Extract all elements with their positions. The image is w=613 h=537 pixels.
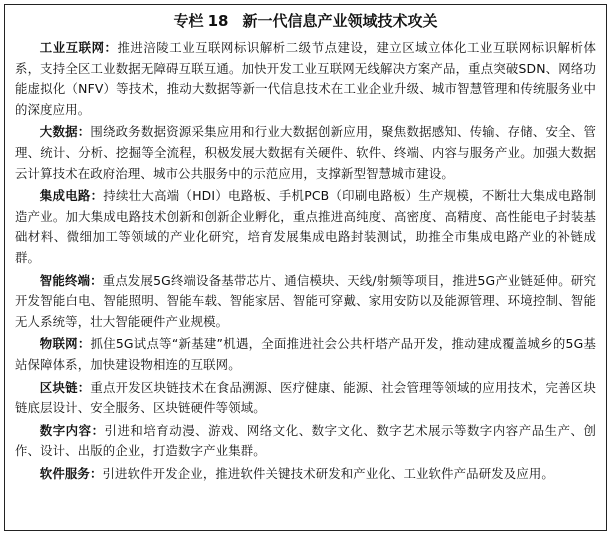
section-text: 持续壮大高端（HDI）电路板、手机PCB（印刷电路板）生产规模，不断壮大集成电路制造产业。加大集成电路技术创新和创新企业孵化，重点推进高纯度、高密度、高精度、高性能电子封装基础材料、微细加工等领域的产业化研究，培育发展集成电路封装测试，助推全市集成电路产业的补链成群。 <box>15 188 596 265</box>
section-term: 集成电路： <box>39 188 104 204</box>
section-term: 工业互联网： <box>39 40 118 55</box>
section-term: 物联网： <box>39 336 91 352</box>
section-industrial-internet <box>15 38 596 120</box>
section-blockchain <box>15 378 596 419</box>
column-box <box>4 4 607 531</box>
column-title-prefix: 专栏 <box>173 12 204 30</box>
section-big-data <box>15 122 596 184</box>
column-title-number: 18 <box>207 12 229 30</box>
section-integrated-circuits <box>15 186 596 268</box>
section-term: 软件服务： <box>39 465 103 481</box>
section-term: 数字内容： <box>39 422 105 438</box>
section-smart-terminals <box>15 271 596 333</box>
section-text: 引进软件开发企业，推进软件关键技术研发和产业化、工业软件产品研发及应用。 <box>102 465 554 481</box>
column-title-text: 新一代信息产业领域技术攻关 <box>242 12 438 30</box>
section-text: 引进和培育动漫、游戏、网络文化、数字文化、数字艺术展示等数字内容产品生产、创作、设计、出版的企业，打造数字产业集群。 <box>15 422 597 459</box>
section-iot <box>15 334 596 375</box>
section-text: 抓住5G试点等“新基建”机遇，全面推进社会公共杆塔产品开发，推动建成覆盖城乡的5G基站保障体系，加快建设物相连的互联网。 <box>15 336 596 372</box>
section-term: 大数据： <box>39 124 91 140</box>
section-text: 推进涪陵工业互联网标识解析二级节点建设，建立区域立体化工业互联网标识解析体系，支持全区工业数据无障碍互联互通。加快开发工业互联网无线解决方案产品，重点突破SDN、网络功能虚拟化（NFV）等技术，推动大数据等新一代信息技术在工业企业升级、城市智慧管理和传统服务业中的深度应用。 <box>15 40 596 117</box>
section-text: 围绕政务数据资源采集应用和行业大数据创新应用，聚焦数据感知、传输、存储、安全、管理、统计、分析、挖掘等全流程，积极发展大数据有关硬件、软件、终端、内容与服务产业。加强大数据云计算技术在政府治理、城市公共服务中的示范应用，支撑新型智慧城市建设。 <box>15 124 596 181</box>
section-term: 智能终端： <box>39 272 103 288</box>
column-title <box>15 11 596 35</box>
section-software-services <box>15 464 596 485</box>
section-text: 重点开发区块链技术在食品溯源、医疗健康、能源、社会管理等领域的应用技术，完善区块链底层设计、安全服务、区块链硬件等领域。 <box>15 379 596 416</box>
section-digital-content <box>15 421 596 462</box>
section-term: 区块链： <box>39 379 91 395</box>
section-text: 重点发展5G终端设备基带芯片、通信模块、天线/射频等项目，推进5G产业链延伸。研究开发智能白电、智能照明、智能车载、智能家居、智能可穿戴、家用安防以及能源管理、环境控制、智能无人系统等，壮大智能硬件产业规模。 <box>15 272 596 329</box>
